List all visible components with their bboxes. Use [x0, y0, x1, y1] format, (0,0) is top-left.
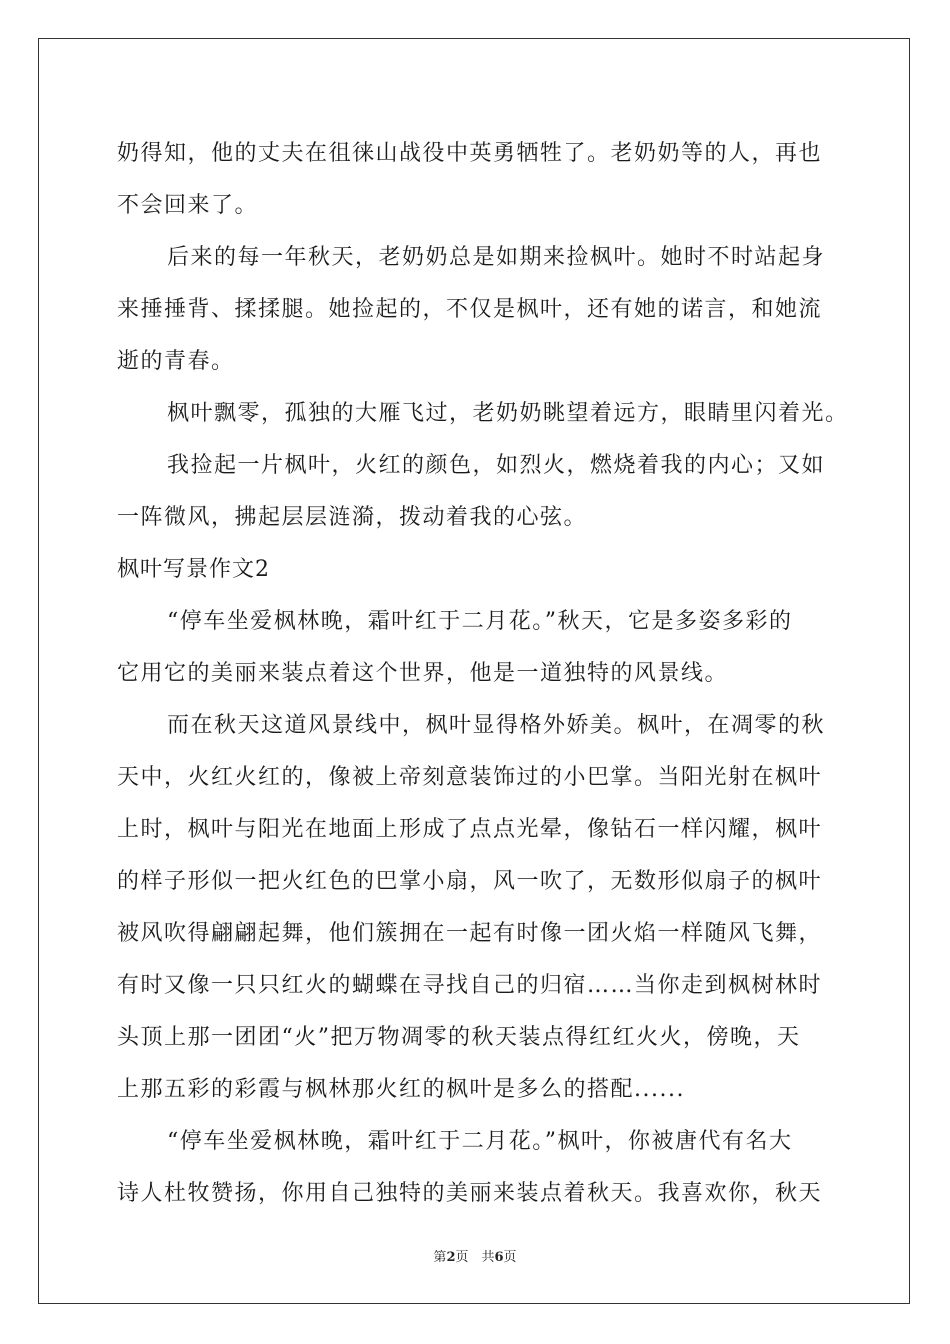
text-line: 的样子形似一把火红色的巴掌小扇，风一吹了，无数形似扇子的枫叶	[117, 869, 823, 894]
text-line: 它用它的美丽来装点着这个世界，他是一道独特的风景线。	[117, 661, 729, 686]
paragraph-line: “停车坐爱枫林晚，霜叶红于二月花。”枫叶，你被唐代有名大	[167, 1129, 793, 1154]
text-line: 奶得知，他的丈夫在徂徕山战役中英勇牺牲了。老奶奶等的人，再也	[117, 141, 823, 166]
document-body	[117, 128, 849, 1220]
total-page-count: 6	[494, 1250, 504, 1265]
paragraph-line: 我捡起一片枫叶，火红的颜色，如烈火，燃烧着我的内心；又如	[167, 453, 826, 478]
page-prefix: 第	[433, 1250, 447, 1265]
text-line: 被风吹得翩翩起舞，他们簇拥在一起有时像一团火焰一样随风飞舞，	[117, 921, 823, 946]
paragraph-line: “停车坐爱枫林晚，霜叶红于二月花。”秋天，它是多姿多彩的	[167, 609, 793, 634]
text-line: 一阵微风，拂起层层涟漪，拨动着我的心弦。	[117, 505, 588, 530]
text-line: 逝的青春。	[117, 349, 235, 374]
text-line: 天中，火红火红的，像被上帝刻意装饰过的小巴掌。当阳光射在枫叶	[117, 765, 823, 790]
paragraph-line: 后来的每一年秋天，老奶奶总是如期来捡枫叶。她时不时站起身	[167, 245, 826, 270]
page-suffix: 页	[503, 1250, 517, 1265]
text-line: 头顶上那一团团“火”把万物凋零的秋天装点得红红火火，傍晚，天	[117, 1025, 801, 1050]
text-line: 上那五彩的彩霞与枫林那火红的枫叶是多么的搭配......	[117, 1077, 685, 1102]
text-line: 诗人杜牧赞扬，你用自己独特的美丽来装点着秋天。我喜欢你，秋天	[117, 1181, 823, 1206]
text-line: 有时又像一只只红火的蝴蝶在寻找自己的归宿……当你走到枫树林时	[117, 973, 823, 998]
text-line: 来捶捶背、揉揉腿。她捡起的，不仅是枫叶，还有她的诺言，和她流	[117, 297, 823, 322]
text-line: 不会回来了。	[117, 193, 259, 218]
current-page-number: 2	[446, 1250, 456, 1265]
text-line: 上时，枫叶与阳光在地面上形成了点点光晕，像钻石一样闪耀，枫叶	[117, 817, 823, 842]
page-footer	[0, 1246, 950, 1265]
page-mid: 页 共	[455, 1250, 495, 1265]
paragraph-line: 而在秋天这道风景线中，枫叶显得格外娇美。枫叶，在凋零的秋	[167, 713, 826, 738]
section-title: 枫叶写景作文2	[117, 557, 270, 582]
paragraph-line: 枫叶飘零，孤独的大雁飞过，老奶奶眺望着远方，眼睛里闪着光。	[167, 401, 849, 426]
